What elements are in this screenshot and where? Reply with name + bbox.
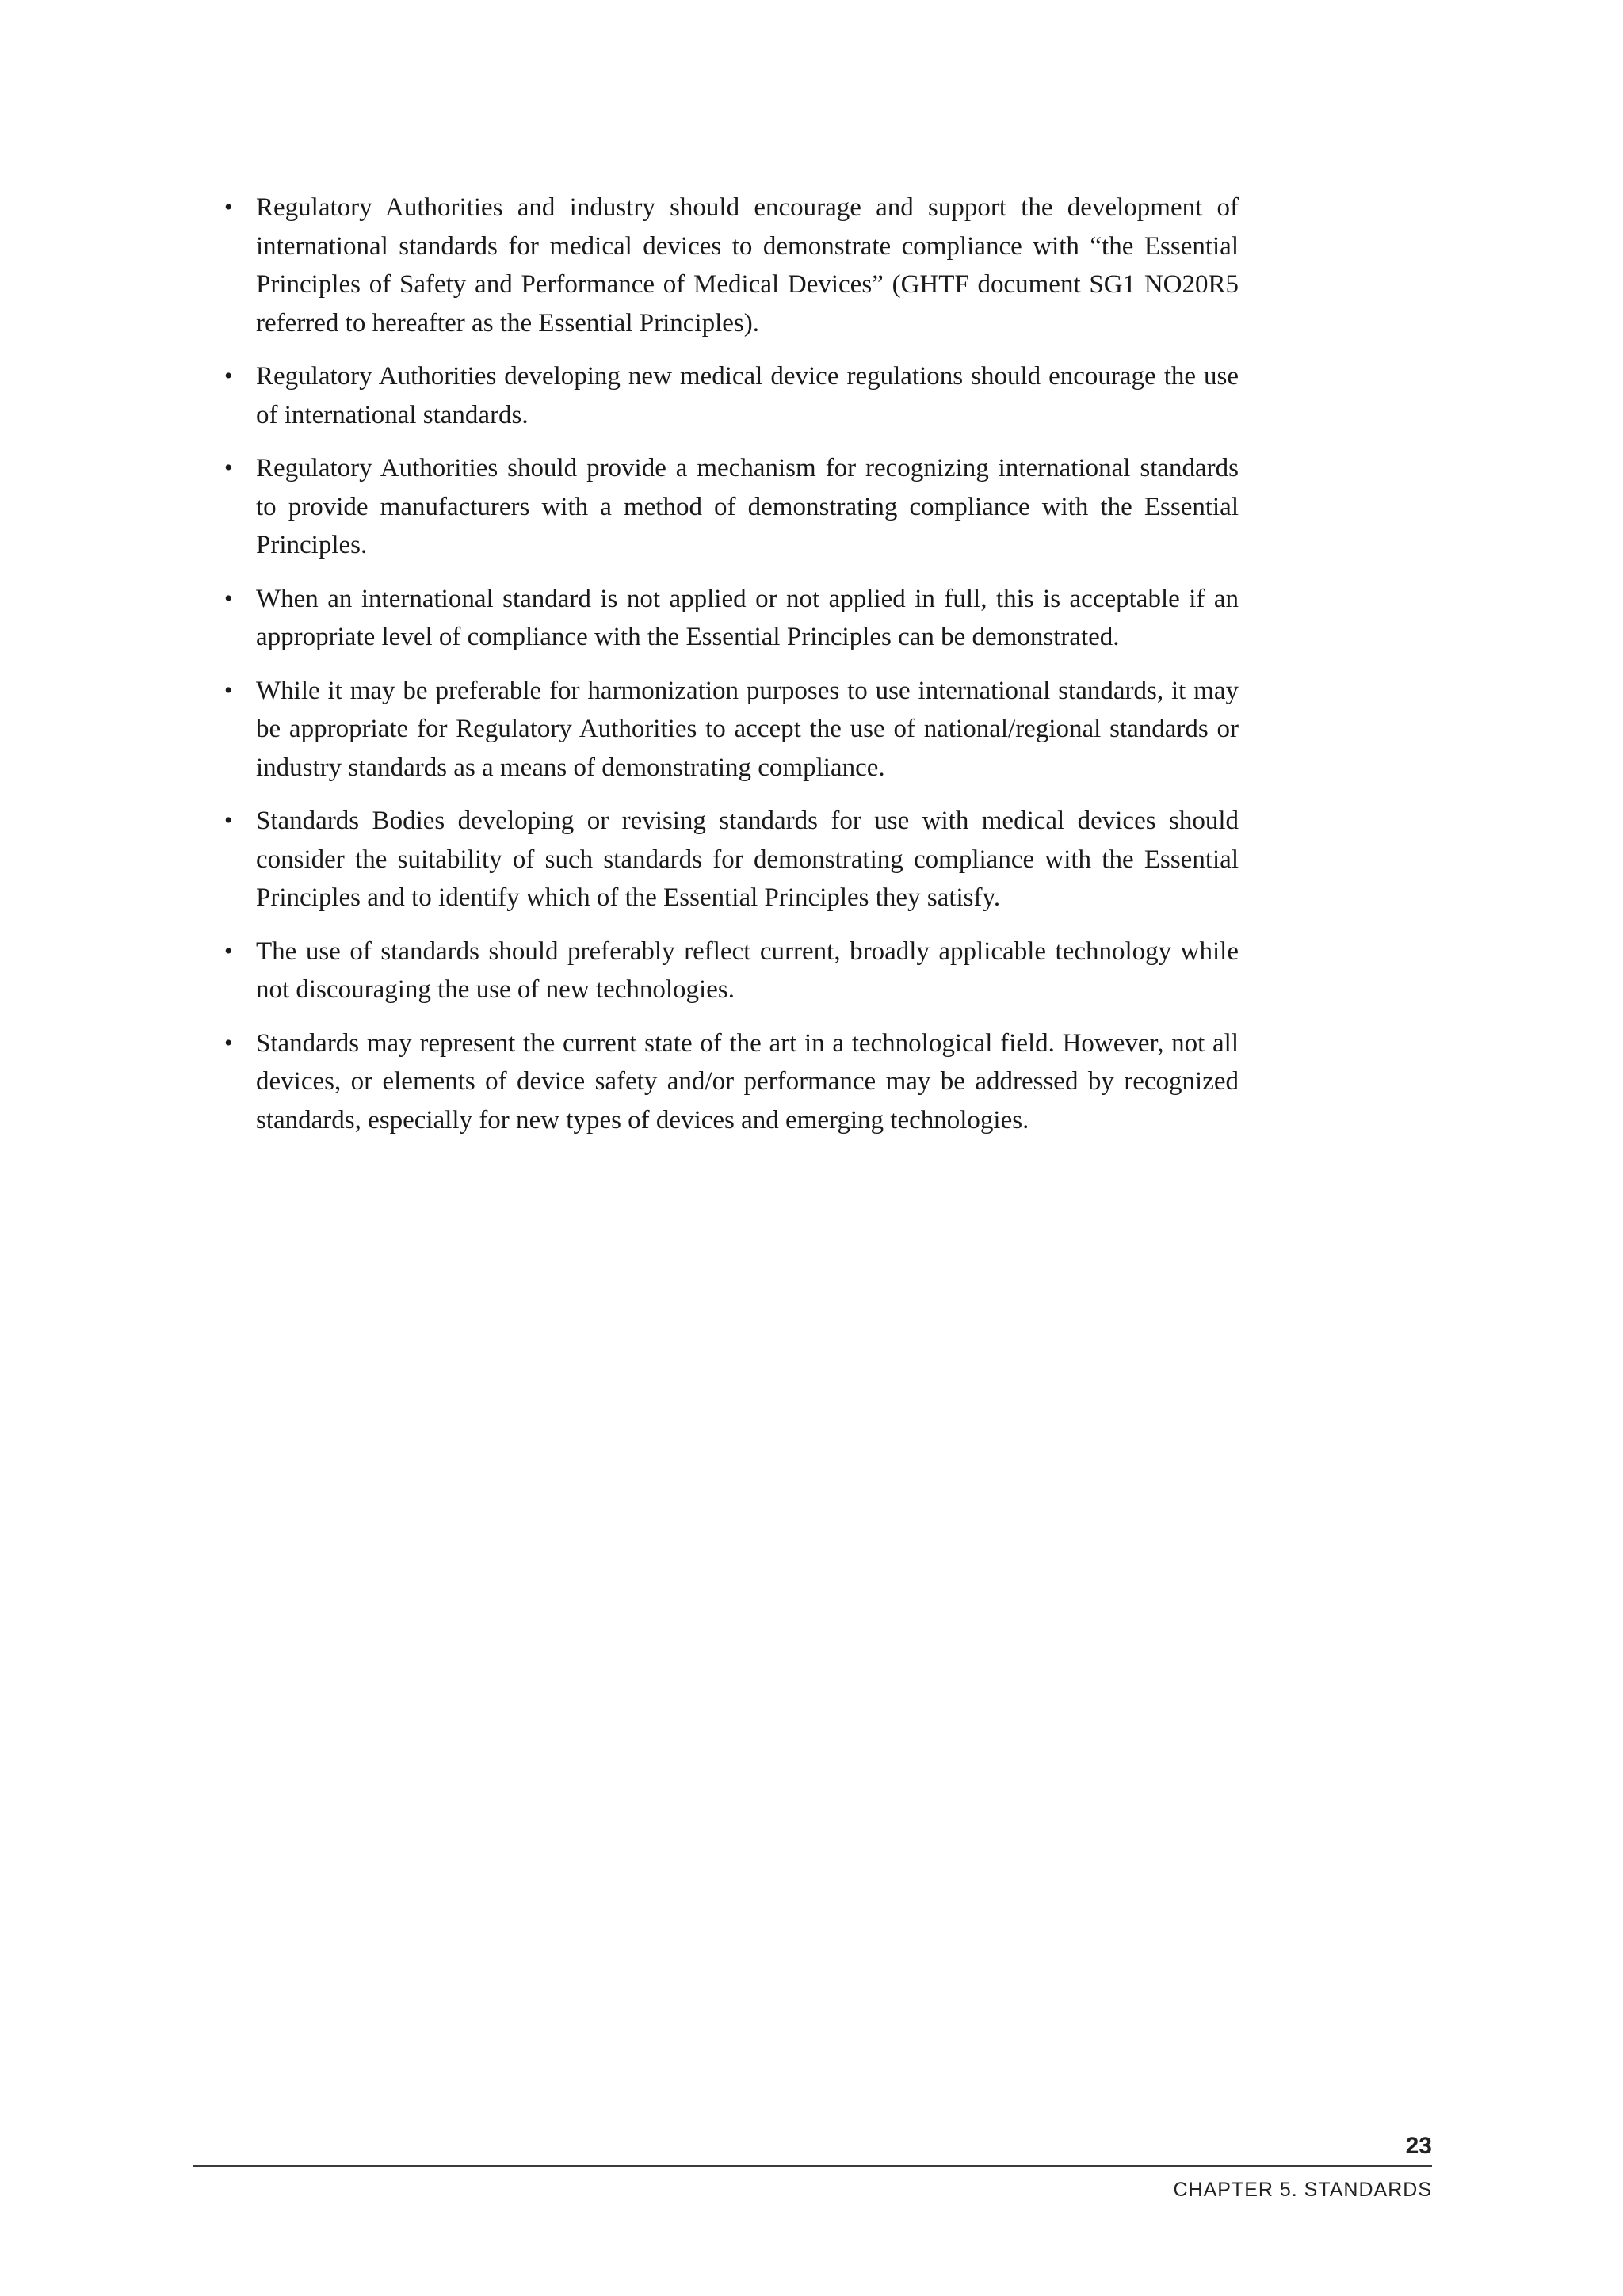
- chapter-footer-label: CHAPTER 5. STANDARDS: [1173, 2179, 1432, 2201]
- bullet-text: Standards Bodies developing or revising standards for use with medical devices should consider the suitability of such standards for demonstrating compliance with the Essential Principles and to identify which of the Essential Principles they satisfy.: [256, 807, 1239, 912]
- bullet-icon: •: [224, 677, 233, 704]
- bullet-item: [224, 933, 1239, 1009]
- bullet-icon: •: [224, 807, 233, 833]
- bullet-icon: •: [224, 363, 233, 389]
- page-number: 23: [1405, 2133, 1432, 2159]
- bullet-item: [224, 580, 1239, 657]
- bullet-item: [224, 449, 1239, 565]
- bullet-item: [224, 802, 1239, 917]
- bullet-item: [224, 1024, 1239, 1140]
- bullet-text: Regulatory Authorities developing new medical device regulations should encourage the use of international standards.: [256, 362, 1239, 429]
- bullet-text: Regulatory Authorities should provide a mechanism for recognizing international standards to provide manufacturers with a method of demonstrating compliance with the Essential Principles.: [256, 454, 1239, 559]
- bullet-item: [224, 672, 1239, 788]
- bullet-text: Standards may represent the current state of the art in a technological field. However, not all devices, or elements of device safety and/or performance may be addressed by recognized standards, especially for new types of devices and emerging technologies.: [256, 1028, 1239, 1135]
- bullet-icon: •: [224, 455, 233, 481]
- bullet-icon: •: [224, 1029, 233, 1056]
- bullet-icon: •: [224, 194, 233, 220]
- bullet-icon: •: [224, 937, 233, 964]
- bullet-text: When an international standard is not applied or not applied in full, this is acceptable if an appropriate level of compliance with the Essential Principles can be demonstrated.: [256, 584, 1239, 651]
- bullet-text: While it may be preferable for harmonization purposes to use international standards, it may be appropriate for Regulatory Authorities to accept the use of national/regional standards or industry standards as a means of demonstrating compliance.: [256, 676, 1239, 782]
- footer-divider: [193, 2165, 1432, 2167]
- bullet-item: [224, 189, 1239, 342]
- bullet-item: [224, 357, 1239, 434]
- bullet-icon: •: [224, 585, 233, 612]
- bullet-text: Regulatory Authorities and industry should encourage and support the development of international standards for medical devices to demonstrate compliance with “the Essential Principles of Safety and Performance of Medical Devices” (GHTF document SG1 NO20R5 referred to hereafter as the Essential Principles).: [256, 193, 1239, 338]
- bullet-text: The use of standards should preferably reflect current, broadly applicable technology while not discouraging the use of new technologies.: [256, 936, 1239, 1004]
- bullet-list: [224, 189, 1239, 1154]
